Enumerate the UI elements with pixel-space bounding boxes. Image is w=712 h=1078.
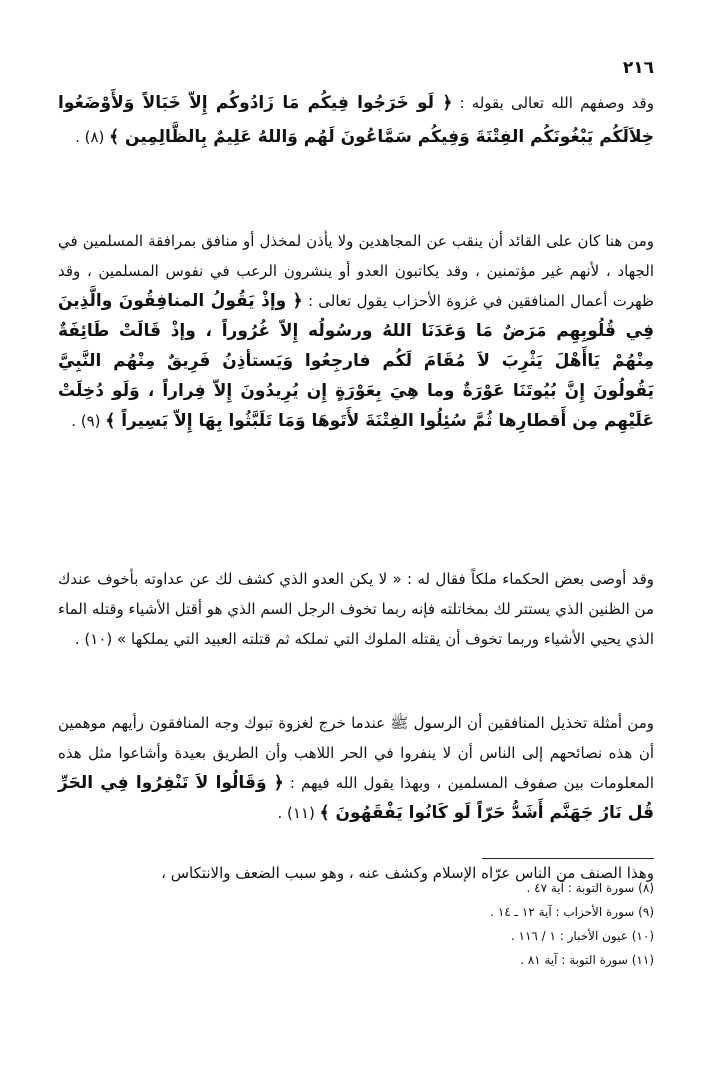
paragraph-1 [58, 86, 654, 154]
footnote-ref-10: (١٠) . [74, 630, 113, 648]
footnote-divider [482, 858, 654, 859]
footnote-ref-9: (٩) . [71, 412, 101, 430]
quran-verse-2: ﴿ وإذْ يَقُولُ المنافِقُونَ والَّذِينَ فِي قُلُوبِهِم مَرَضٌ مَا وَعَدَنَا اللهُ ورسُولُه إِلاّ غُرُوراً ، وإذْ قَالَتْ طَائِفَةٌ مِنْهُمْ يَاأَهْلَ يَثْرِبَ لاَ مُقَامَ لَكُم فارجِعُوا وَيَستأذِنُ فَرِيقٌ مِنْهُم النَّبِيَّ يَقُولُونَ إِنَّ بُيُوتَنَا عَوْرَةٌ وما هِيَ بِعَوْرَةٍ إِن يُرِيدُونَ إِلاّ فِراراً ، وَلَو دُخِلَتْ عَلَيْهِم مِن أَقطارِها ثُمَّ سُئِلُوا الفِتْنَةَ لأَتَوهَا وَمَا تَلَبَّثُوا بِهَا إِلاّ يَسِيراً ﴾ [58, 291, 654, 431]
footnote-8: (٨) سورة التوبة : آية ٤٧ . [526, 881, 654, 895]
footnote-9: (٩) سورة الأحزاب : آية ١٢ ـ ١٤ . [490, 905, 654, 919]
quran-verse-1: ﴿ لَو خَرَجُوا فِيكُم مَا زَادُوكُم إِلاّ خَبَالاً وَلأَوْضَعُوا خِلاَلَكُم يَبْغُونَكُم الفِتْنَةَ وَفِيكُم سَمَّاعُونَ لَهُم وَاللهُ عَلِيمٌ بِالظَّالِمِين ﴾ [58, 93, 654, 147]
paragraph-2-intro: ومن هنا كان على القائد أن ينقب عن المجاهدين ولا يأذن لمخذل أو منافق بمرافقة المسلمين في الجهاد ، لأنهم غير مؤتمنين ، وقد يكاتبون العدو أو ينشرون الرعب في نفوس المسلمين ، وقد ظهرت أعمال المنافقين في غزوة الأحزاب يقول تعالى : [58, 232, 654, 310]
footnote-11: (١١) سورة التوبة : آية ٨١ . [520, 953, 654, 967]
footnote-ref-11: (١١) . [277, 804, 315, 822]
document-page [58, 58, 654, 1058]
paragraph-5-intro: وهذا الصنف من الناس عرّاه الإسلام وكشف عنه ، وهو سبب الضعف والانتكاس ، [161, 864, 654, 882]
paragraph-4-intro: ومن أمثلة تخذيل المنافقين أن الرسول ﷺ عندما خرج لغزوة تبوك وجه المنافقون رأيهم موهمين أن هذه نصائحهم إلى الناس أن لا ينفروا في الحر اللاهب وأن الطريق بعيدة وأشاعوا مثل هذه المعلومات بين صفوف المسلمين ، وبهذا يقول الله فيهم : [58, 714, 654, 792]
paragraph-3-intro: وقد أوصى بعض الحكماء ملكاً فقال له : « لا يكن العدو الذي كشف لك عن عداوته بأخوف عندك من الظنين الذي يستتر لك بمخاتلته فإنه ربما تخوف الرجل السم الذي هو أقتل الأشياء وقتله الماء الذي يحيي الأشياء وربما تخوف أن يقتله الملوك التي تملكه ثم قتلته العبيد التي يملكها » [58, 570, 654, 648]
quran-verse-3: ﴿ وَقَالُوا لاَ تَنْفِرُوا فِي الحَرِّ قُل نَارُ جَهَنَّم أَشَدُّ حَرّاً لَو كَانُوا يَفْقَهُونَ ﴾ [58, 773, 654, 823]
footnote-10: (١٠) عيون الأخبار : ١ / ١١٦ . [510, 929, 654, 943]
paragraph-4 [58, 708, 654, 828]
footnote-ref-8: (٨) . [75, 128, 105, 146]
paragraph-1-intro: وقد وصفهم الله تعالى بقوله : [459, 94, 654, 112]
paragraph-2 [58, 226, 654, 436]
footnotes-list [58, 876, 654, 972]
paragraph-3 [58, 564, 654, 654]
page-number: ٢١٦ [622, 58, 654, 78]
